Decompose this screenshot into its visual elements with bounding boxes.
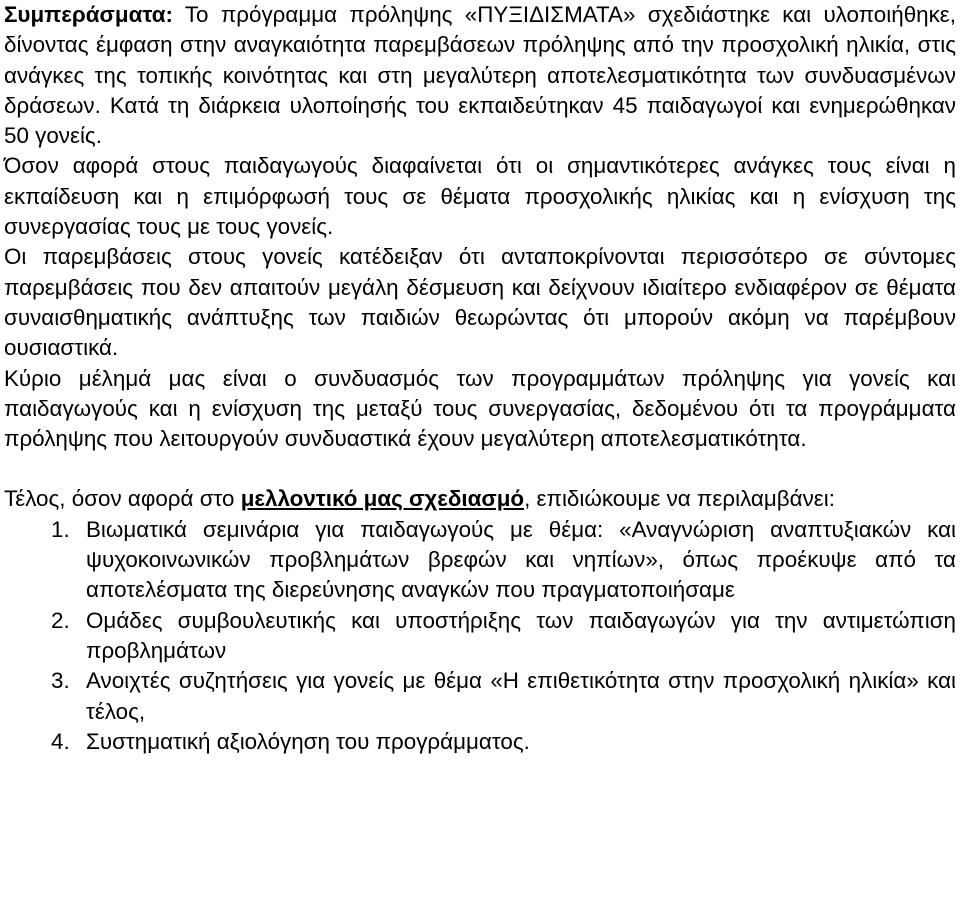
list-item-text: Βιωματικά σεμινάρια για παιδαγωγούς με θέμα: «Αναγνώριση αναπτυξιακών και ψυχοκοινωνικών προβλημάτων βρεφών και νηπίων», όπως προέκυψε από τα αποτελέσματα της διερεύνησης αναγκών που πραγματοποιήσαμε <box>86 516 956 603</box>
list-item <box>51 515 956 606</box>
future-plans-intro <box>4 484 956 514</box>
list-item-number: 4. <box>51 728 70 754</box>
paragraph-spacer <box>4 454 956 484</box>
future-intro-emphasis: μελλοντικό μας σχεδιασμό <box>240 486 525 512</box>
list-item <box>51 666 956 727</box>
list-item <box>51 727 956 757</box>
conclusions-paragraph-3: Οι παρεμβάσεις στους γονείς κατέδειξαν ότι ανταποκρίνονται περισσότερο σε σύντομες παρεμβάσεις που δεν απαιτούν μεγάλη δέσμευση και δείχνουν ιδιαίτερο ενδιαφέρον σε θέματα συναισθηματικής ανάπτυξης των παιδιών θεωρώντας ότι μπορούν ακόμη να παρέμβουν ουσιαστικά. <box>4 244 956 361</box>
future-plans-list <box>4 515 956 757</box>
conclusions-heading: Συμπεράσματα: <box>4 2 173 27</box>
future-intro-after: , επιδιώκουμε να περιλαμβάνει: <box>524 486 835 512</box>
conclusions-paragraph-4: Κύριο μέλημά μας είναι ο συνδυασμός των προγραμμάτων πρόληψης για γονείς και παιδαγωγούς και η ενίσχυση της μεταξύ τους συνεργασίας, δεδομένου ότι τα προγράμματα πρόληψης που λειτουργούν συνδυαστικά έχουν μεγαλύτερη αποτελεσματικότητα. <box>4 365 956 452</box>
list-item-number: 1. <box>51 516 70 542</box>
conclusions-paragraph-1-text: Το πρόγραμμα πρόληψης «ΠΥΞΙΔΙΣΜΑΤΑ» σχεδιάστηκε και υλοποιήθηκε, δίνοντας έμφαση στην αναγκαιότητα παρεμβάσεων πρόληψης από την προσχολική ηλικία, στις ανάγκες της τοπικής κοινότητας και στη μεγαλύτερη αποτελεσματικότητα των συνδυασμένων δράσεων. Κατά τη διάρκεια υλοποίησής του εκπαιδεύτηκαν 45 παιδαγωγοί και ενημερώθηκαν 50 γονείς. <box>4 2 956 149</box>
conclusions-paragraph-1 <box>4 0 956 151</box>
list-item-text: Ομάδες συμβουλευτικής και υποστήριξης των παιδαγωγών για την αντιμετώπιση προβλημάτων <box>86 607 956 663</box>
list-item <box>51 606 956 667</box>
list-item-text: Συστηματική αξιολόγηση του προγράμματος. <box>86 728 530 754</box>
conclusions-paragraph-2: Όσον αφορά στους παιδαγωγούς διαφαίνεται ότι οι σημαντικότερες ανάγκες τους είναι η εκπαίδευση και η επιμόρφωσή τους σε θέματα προσχολικής ηλικίας και η ενίσχυση της συνεργασίας τους με τους γονείς. <box>4 153 956 240</box>
list-item-number: 2. <box>51 607 70 633</box>
future-intro-before: Τέλος, όσον αφορά στο <box>4 486 241 512</box>
list-item-text: Ανοιχτές συζητήσεις για γονείς με θέμα «Η επιθετικότητα στην προσχολική ηλικία» και τέλος, <box>86 668 956 724</box>
list-item-number: 3. <box>51 668 70 694</box>
